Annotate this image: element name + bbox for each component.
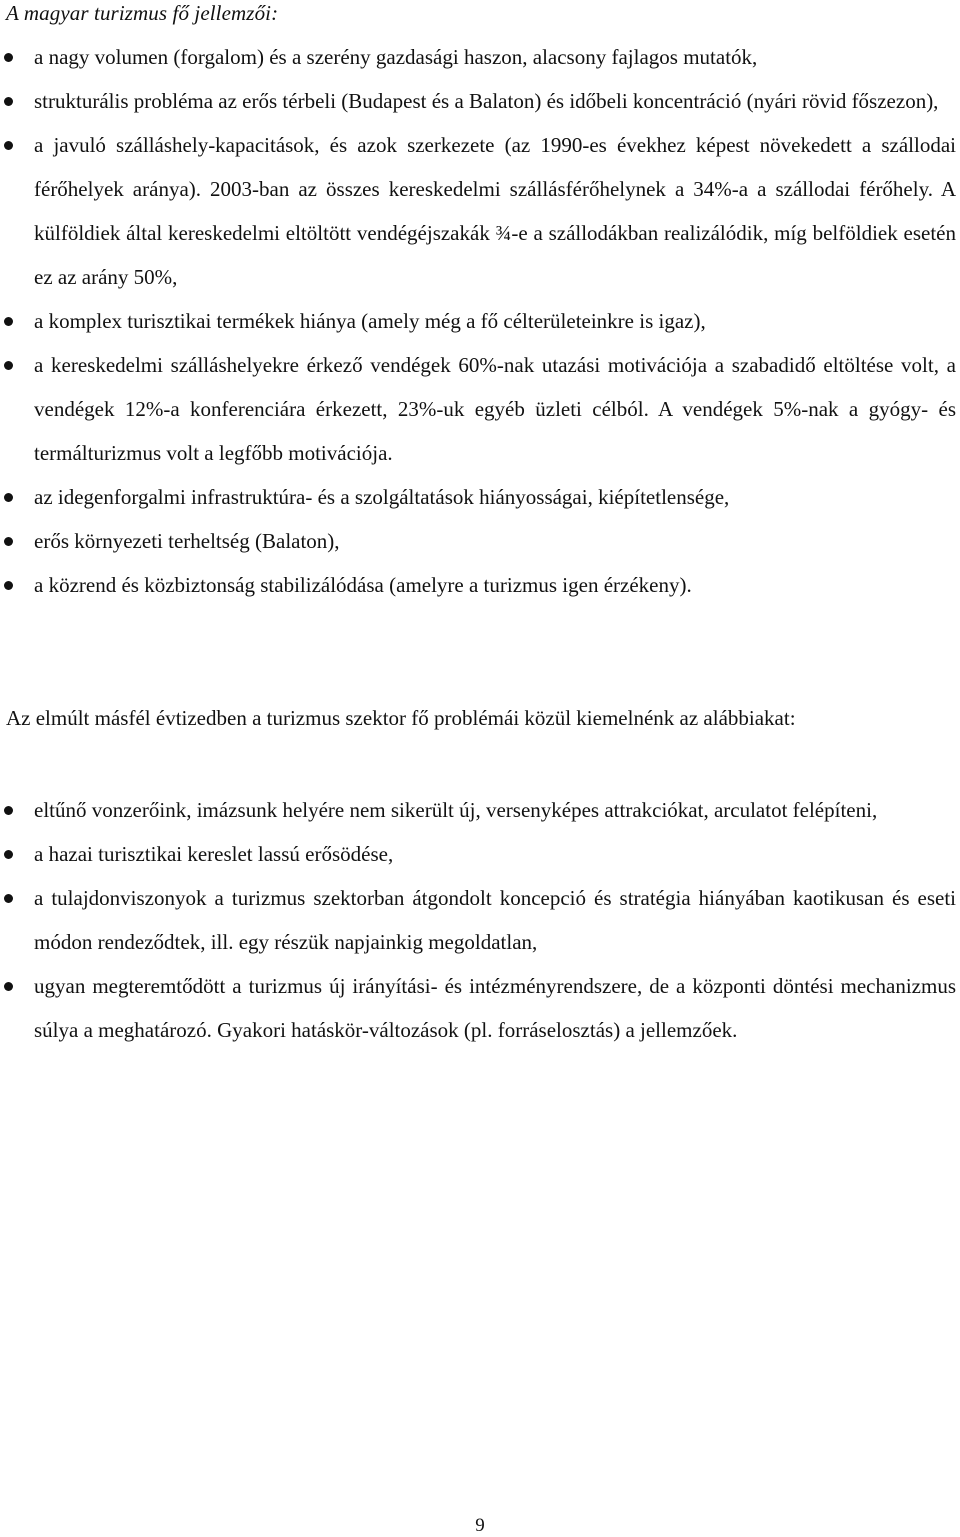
list-item — [0, 343, 960, 475]
list-item — [0, 876, 960, 964]
list-item — [0, 123, 960, 299]
list-item-text: a javuló szálláshely-kapacitások, és azok szerkezete (az 1990-es évekhez képest növekedett a szállodai férőhelyek aránya). 2003-ban az összes kereskedelmi szállásférőhelynek a 34%-a a szállodai férőhely. A külföldiek által kereskedelmi eltöltött vendégéjszakák ¾-e a szállodákban realizálódik, míg belföldiek esetén ez az arány 50%, — [34, 133, 956, 289]
list-item-text: a közrend és közbiztonság stabilizálódása (amelyre a turizmus igen érzékeny). — [34, 573, 692, 597]
page-number: 9 — [475, 1515, 485, 1536]
bullet-icon — [4, 850, 13, 859]
list-item — [0, 475, 960, 519]
list-item-text: a tulajdonviszonyok a turizmus szektorban átgondolt koncepció és stratégia hiányában kaotikusan és eseti módon rendeződtek, ill. egy részük napjainkig megoldatlan, — [34, 886, 956, 954]
bullet-icon — [4, 317, 13, 326]
characteristics-list — [0, 35, 960, 607]
bullet-icon — [4, 982, 13, 991]
list-item — [0, 35, 960, 79]
bullet-icon — [4, 141, 13, 150]
problems-intro: Az elmúlt másfél évtizedben a turizmus szektor fő problémái közül kiemelnénk az alábbiakat: — [6, 706, 796, 730]
problems-list — [0, 788, 960, 1052]
bullet-icon — [4, 493, 13, 502]
list-item-text: a kereskedelmi szálláshelyekre érkező vendégek 60%-nak utazási motivációja a szabadidő eltöltése volt, a vendégek 12%-a konferenciára érkezett, 23%-uk egyéb üzleti célból. A vendégek 5%-nak a gyógy- és termálturizmus volt a legfőbb motivációja. — [34, 353, 956, 465]
bullet-icon — [4, 894, 13, 903]
bullet-icon — [4, 53, 13, 62]
bullet-icon — [4, 806, 13, 815]
list-item — [0, 519, 960, 563]
list-item-text: a komplex turisztikai termékek hiánya (amely még a fő célterületeinkre is igaz), — [34, 309, 706, 333]
bullet-icon — [4, 361, 13, 370]
list-item-text: az idegenforgalmi infrastruktúra- és a szolgáltatások hiányosságai, kiépítetlensége, — [34, 485, 730, 509]
list-item-text: a nagy volumen (forgalom) és a szerény gazdasági haszon, alacsony fajlagos mutatók, — [34, 45, 758, 69]
list-item-text: ugyan megteremtődött a turizmus új irányítási- és intézményrendszere, de a központi döntési mechanizmus súlya a meghatározó. Gyakori hatáskör-változások (pl. forráselosztás) a jellemzőek. — [34, 974, 956, 1042]
list-item-text: erős környezeti terheltség (Balaton), — [34, 529, 340, 553]
bullet-icon — [4, 537, 13, 546]
list-item — [0, 964, 960, 1052]
section-heading: A magyar turizmus fő jellemzői: — [6, 1, 279, 25]
list-item-text: eltűnő vonzerőink, imázsunk helyére nem sikerült új, versenyképes attrakciókat, arculatot felépíteni, — [34, 798, 878, 822]
bullet-icon — [4, 581, 13, 590]
list-item-text: strukturális probléma az erős térbeli (Budapest és a Balaton) és időbeli koncentráció (nyári rövid főszezon), — [34, 89, 939, 113]
list-item — [0, 79, 960, 123]
list-item — [0, 788, 960, 832]
list-item — [0, 563, 960, 607]
bullet-icon — [4, 97, 13, 106]
list-item — [0, 299, 960, 343]
list-item — [0, 832, 960, 876]
list-item-text: a hazai turisztikai kereslet lassú erősödése, — [34, 842, 394, 866]
